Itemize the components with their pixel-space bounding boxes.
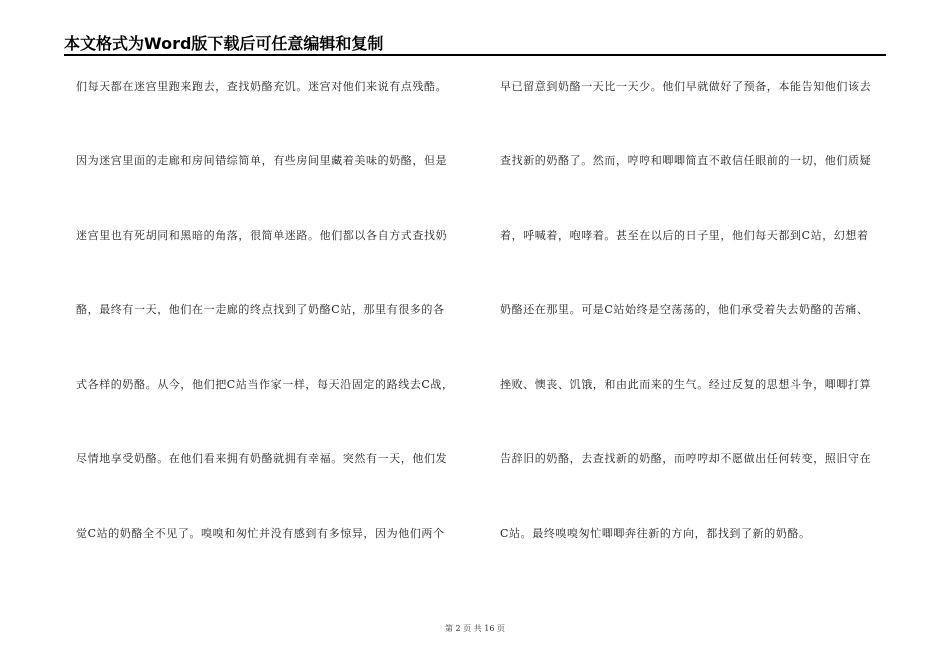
right-line-5: 挫败、懊丧、饥饿，和由此而来的生气。经过反复的思想斗争，唧唧打算 xyxy=(500,378,872,391)
left-line-6: 尽情地享受奶酪。在他们看来拥有奶酪就拥有幸福。突然有一天，他们发 xyxy=(76,452,448,465)
document-header-title: 本文格式为Word版下载后可任意编辑和复制 xyxy=(64,34,384,53)
left-line-4: 酪，最终有一天，他们在一走廊的终点找到了奶酪C站，那里有很多的各 xyxy=(76,303,445,316)
left-line-1: 们每天都在迷宫里跑来跑去，查找奶酪充饥。迷宫对他们来说有点残酷。 xyxy=(76,80,448,93)
left-line-2: 因为迷宫里面的走廊和房间错综简单，有些房间里藏着美味的奶酪，但是 xyxy=(76,154,448,167)
right-line-2: 查找新的奶酪了。然而，哼哼和唧唧简直不敢信任眼前的一切，他们质疑 xyxy=(500,154,872,167)
header-divider xyxy=(64,54,886,56)
right-line-1: 早已留意到奶酪一天比一天少。他们早就做好了预备，本能告知他们该去 xyxy=(500,80,872,93)
right-line-3: 着，呼喊着，咆哮着。甚至在以后的日子里，他们每天都到C站，幻想着 xyxy=(500,229,869,242)
right-line-6: 告辞旧的奶酪，去查找新的奶酪，而哼哼却不愿做出任何转变，照旧守在 xyxy=(500,452,872,465)
left-line-3: 迷宫里也有死胡同和黑暗的角落，很简单迷路。他们都以各自方式查找奶 xyxy=(76,229,448,242)
left-line-7: 觉C站的奶酪全不见了。嗅嗅和匆忙并没有感到有多惊异，因为他们两个 xyxy=(76,527,445,540)
right-line-4: 奶酪还在那里。可是C站始终是空荡荡的，他们承受着失去奶酪的苦痛、 xyxy=(500,303,869,316)
page-number-footer: 第 2 页 共 16 页 xyxy=(445,624,505,633)
left-line-5: 式各样的奶酪。从今，他们把C站当作家一样，每天沿固定的路线去C战， xyxy=(76,378,454,391)
right-line-7: C站。最终嗅嗅匆忙唧唧奔往新的方向，都找到了新的奶酪。 xyxy=(500,527,811,540)
